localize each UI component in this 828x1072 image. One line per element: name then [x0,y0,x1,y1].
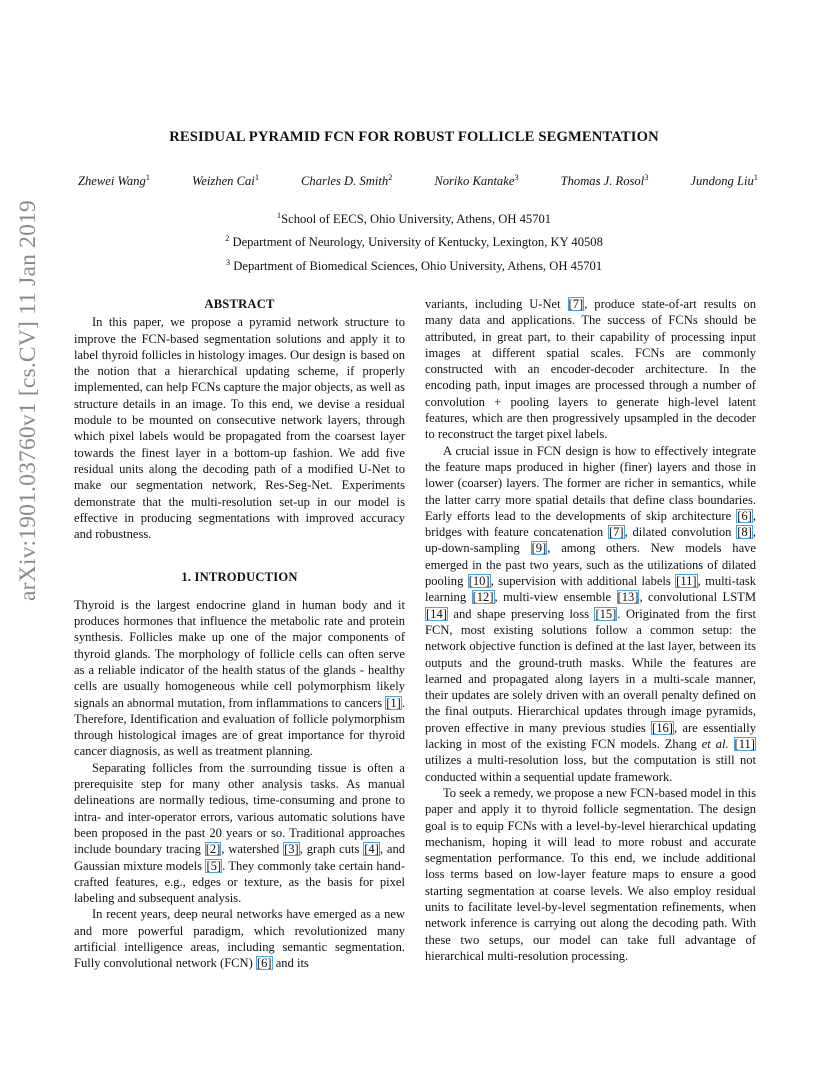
body-paragraph: variants, including U-Net [7], produce state-of-art results on many data and applications. The success of FCNs should be attributed, in great part, to their capability of processing input images at different spatial scales. FCNs are commonly constructed with an encoder-decoder architecture. In the encoding path, input images are processed through a number of convolution + pooling layers to generate high-level latent features, which are then progressively upsampled in the decoder to reconstruct the target pixel labels. [425,297,756,442]
citation-link[interactable]: [15] [595,606,617,621]
author: Noriko Kantake$^3$ [434,172,519,189]
intro-paragraph: Separating follicles from the surrounding tissue is often a prerequisite step for many other analysis tasks. As manual delineations are normally tedious, time-consuming and prone to intra- and inter-operator errors, various automatic solutions have been proposed in the past 20 years or so. Traditional approaches include boundary tracing [2], watershed [3], graph cuts [4], and Gaussian mixture models [5]. They commonly take certain hand-crafted features, e.g., edges or texture, as the basis for pixel labeling and subsequent analysis. [74,760,405,906]
intro-paragraph: Thyroid is the largest endocrine gland in human body and it produces hormones that influence the metabolic rate and protein synthesis. Follicles make up one of the major components of thyroid glands. The morphology of follicle cells can often serve as a reliable indicator of the health status of the glands - healthy cells are usually homogeneous while cell polymorphism likely signals an abnormal mutation, from inflammations to cancers [1]. Therefore, Identification and evaluation of follicle polymorphism through histological images are of great importance for thyroid cancer diagnosis, as well as treatment planning. [74,597,405,759]
citation-link[interactable]: [6] [737,508,752,523]
intro-paragraph: In recent years, deep neural networks have emerged as a new and more powerful paradigm, which revolutionized many artificial intelligence areas, including semantic segmentation. Fully convolutional network (FCN) [6] and its [74,907,405,971]
citation-link[interactable]: [1] [386,695,401,710]
affiliation: $^3$ Department of Biomedical Sciences, Ohio University, Athens, OH 45701 [225,256,603,274]
paper-title: RESIDUAL PYRAMID FCN FOR ROBUST FOLLICLE SEGMENTATION [169,129,659,145]
citation-link[interactable]: [2] [205,842,221,857]
citation-link[interactable]: [7] [568,297,584,311]
author: Zhewei Wang$^1$ [78,172,151,189]
citation-link[interactable]: [10] [468,574,490,589]
arxiv-stamp [6,120,50,680]
body-paragraph: A crucial issue in FCN design is how to effectively integrate the feature maps produced in higher (finer) layers and those in lower (coarser) layers. The former are richer in semantics, while the latter carry more spatial details that define class boundaries. Early efforts lead to the developments of skip architecture [6], bridges with feature concatenation [7], dilated convolution [8], up-down-sampling [9], among others. New models have emerged in the past two years, such as the utilizations of dilated pooling [10], supervision with additional labels [11], multi-task learning [12], multi-view ensemble [13], convolutional LSTM [14] and shape preserving loss [15]. Originated from the first FCN, most existing solutions follow a common setup: the network objective function is defined at the last layer, between its outputs and the ground-truth masks. While the features are learned and propagated along layers in a multi-scale manner, their updates are solely driven with an overall penalty defined on the final outputs. Hierarchical updates through image pyramids, proven effective in many previous studies [16], are essentially lacking in most of the existing FCN models. Zhang et al. [11] utilizes a multi-resolution loss, but the computation is still not conducted within a sequential update framework. [425,443,756,784]
introduction-heading: 1. INTRODUCTION [181,570,298,585]
author: Jundong Liu$^1$ [690,172,758,189]
body-paragraph: To seek a remedy, we propose a new FCN-based model in this paper and apply it to thyroid follicle segmentation. The design goal is to equip FCNs with a level-by-level hierarchical updating mechanism, hoping it will lead to more robust and accurate segmentation performance. To this end, we include additional loss terms based on low-layer feature maps to ensure a good starting segmentation at coarse levels. We also employ residual units to facilitate level-by-level segmentation refinements, when network inference is carrying out along the decoding path. With these two setups, our model can take full advantage of hierarchical multi-resolution processing. [425,785,756,963]
left-column [74,296,405,972]
citation-link[interactable]: [5] [206,858,222,873]
citation-link[interactable]: [11] [676,574,697,589]
arxiv-stamp-text: arXiv:1901.03760v1 [cs.CV] 11 Jan 2019 [14,199,41,601]
right-column [425,296,756,964]
citation-link[interactable]: [8] [737,525,752,540]
citation-link[interactable]: [9] [531,541,547,556]
citation-link[interactable]: [6] [256,956,272,971]
affiliation: $^2$ Department of Neurology, University of Kentucky, Lexington, KY 40508 [225,233,603,250]
author: Weizhen Cai$^1$ [191,172,260,189]
citation-link[interactable]: [14] [426,606,447,621]
citation-link[interactable]: [11] [734,737,755,752]
citation-link[interactable]: [13] [617,590,639,605]
abstract-paragraph: In this paper, we propose a pyramid network structure to improve the FCN-based segmentation solutions and apply it to label thyroid follicles in histology images. Our design is based on the notion that a hierarchical updating scheme, if properly implemented, can help FCNs capture the major objects, as well as structure details in an image. To this end, we devise a residual module to be mounted on consecutive network layers, through which pixel labels would be propagated from the coarsest layer towards the finest layer in a bottom-up fashion. We add five residual units along the decoding path of a modified U-Net to make our segmentation network, Res-Seg-Net. Experiments demonstrate that the multi-resolution set-up in our model is effective in producing segmentations with improved accuracy and robustness. [74,315,406,542]
author: Charles D. Smith$^2$ [301,172,393,189]
citation-link[interactable]: [12] [472,590,494,605]
citation-link[interactable]: [3] [284,842,299,857]
author-list [78,172,758,189]
abstract-heading: ABSTRACT [204,297,275,311]
citation-link[interactable]: [7] [608,525,624,540]
citation-link[interactable]: [4] [364,842,379,857]
citation-link[interactable]: [16] [652,720,673,735]
author: Thomas J. Rosol$^3$ [560,172,649,189]
affiliations [74,206,754,276]
affiliation: $^1$School of EECS, Ohio University, Athens, OH 45701 [276,210,552,227]
